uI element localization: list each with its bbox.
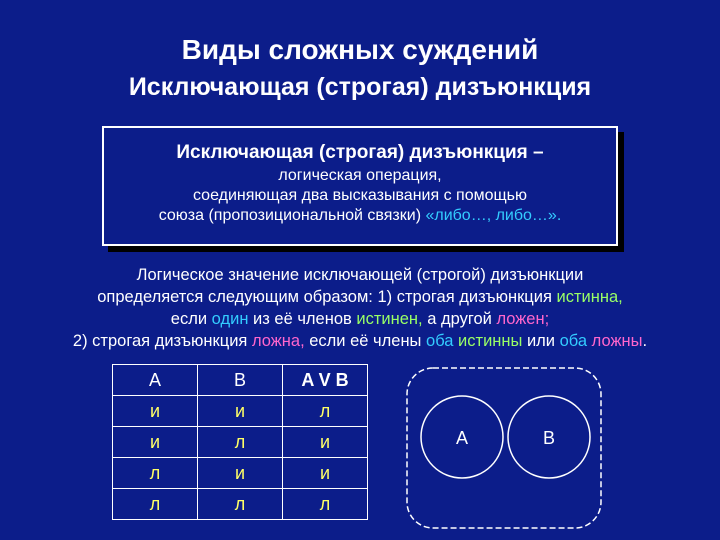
- explanation-text: из её членов: [248, 310, 357, 328]
- circle-a-label: A: [455, 428, 469, 448]
- table-cell: и: [113, 396, 198, 427]
- explanation-text: или: [522, 332, 560, 350]
- word-false: ложны: [591, 332, 643, 350]
- definition-box: [102, 126, 618, 246]
- table-row: [113, 396, 368, 427]
- table-cell: л: [283, 489, 368, 520]
- table-cell: и: [198, 396, 283, 427]
- explanation-line-3: [0, 309, 720, 330]
- table-cell: и: [283, 458, 368, 489]
- circle-b-label: B: [542, 428, 556, 448]
- definition-conjunction: «либо…, либо…».: [425, 207, 562, 224]
- table-cell: л: [113, 489, 198, 520]
- table-row: [113, 489, 368, 520]
- table-row: [113, 458, 368, 489]
- word-true: истинны: [458, 332, 523, 350]
- slide-title: Виды сложных суждений: [181, 34, 539, 65]
- word-false: ложна,: [251, 332, 305, 350]
- truth-table: [112, 364, 368, 520]
- definition-line-3-text: союза (пропозициональной связки): [158, 207, 426, 224]
- word-false: ложен;: [496, 310, 550, 328]
- explanation-line-2: [0, 287, 720, 308]
- header-cell-b: B: [198, 365, 283, 396]
- word-both: оба: [426, 332, 454, 350]
- definition-line-1: логическая операция,: [278, 167, 442, 184]
- definition-line-2: соединяющая два высказывания с помощью: [193, 187, 527, 204]
- venn-diagram: [405, 366, 605, 532]
- truth-table-header: [113, 365, 368, 396]
- header-cell-a: A: [113, 365, 198, 396]
- word-one: один: [211, 310, 249, 328]
- universe-rectangle: [407, 368, 601, 528]
- table-row: [113, 427, 368, 458]
- header-cell-operation: A V B: [283, 365, 368, 396]
- word-true: истинна,: [556, 288, 623, 306]
- explanation-text: если: [170, 310, 212, 328]
- explanation-text: определяется следующим образом: 1) строгая дизъюнкция: [97, 288, 557, 306]
- explanation-line-1: Логическое значение исключающей (строгой) дизъюнкции: [136, 266, 584, 284]
- explanation-line-4: [0, 331, 720, 352]
- explanation-text: если её члены: [304, 332, 427, 350]
- word-both: оба: [559, 332, 588, 350]
- definition-heading: Исключающая (строгая) дизъюнкция –: [176, 142, 544, 163]
- table-cell: и: [283, 427, 368, 458]
- definition-line-3: [104, 206, 616, 226]
- table-cell: и: [113, 427, 198, 458]
- table-cell: и: [198, 458, 283, 489]
- table-cell: л: [113, 458, 198, 489]
- explanation-text: а другой: [422, 310, 497, 328]
- slide-subtitle: Исключающая (строгая) дизъюнкция: [128, 73, 592, 101]
- table-cell: л: [198, 489, 283, 520]
- explanation-text: .: [642, 332, 648, 350]
- word-true: истинен,: [356, 310, 423, 328]
- table-cell: л: [198, 427, 283, 458]
- table-cell: л: [283, 396, 368, 427]
- explanation-text: 2) строгая дизъюнкция: [72, 332, 252, 350]
